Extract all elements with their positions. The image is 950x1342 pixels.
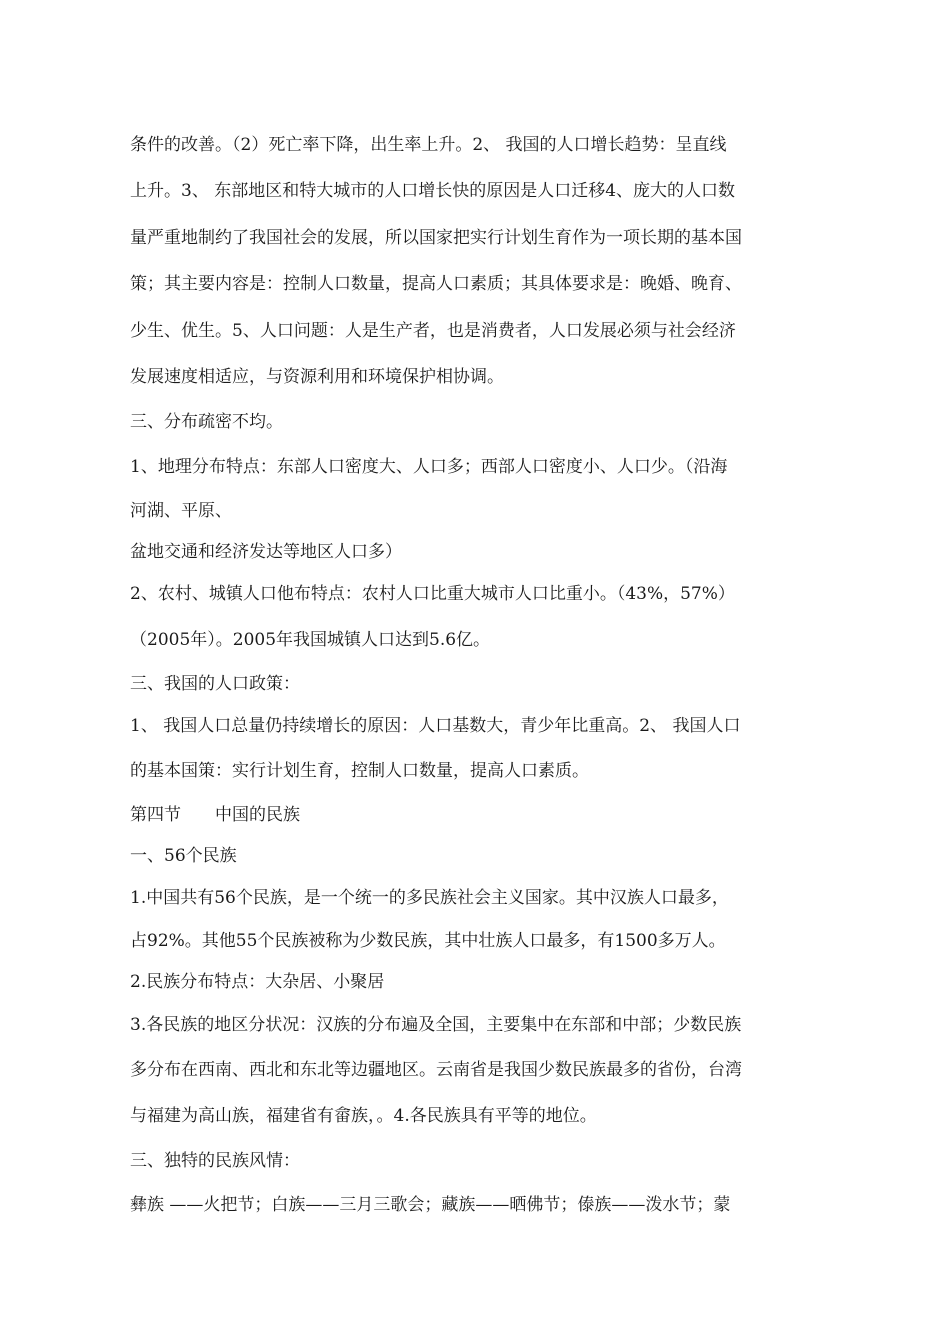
text-line: 2、农村、城镇人口他布特点：农村人口比重大城市人口比重小。（43%，57%）	[130, 584, 735, 604]
text-line: 3.各民族的地区分状况：汉族的分布遍及全国，主要集中在东部和中部；少数民族	[130, 1015, 742, 1035]
chapter-heading: 第四节 中国的民族	[130, 805, 300, 825]
text-line: 2.民族分布特点：大杂居、小聚居	[130, 972, 385, 992]
text-line: 少生、优生。5、人口问题：人是生产者，也是消费者，人口发展必须与社会经济	[130, 321, 736, 341]
text-line: 1.中国共有56个民族，是一个统一的多民族社会主义国家。其中汉族人口最多，	[130, 888, 729, 908]
text-line: 1、 我国人口总量仍持续增长的原因：人口基数大，青少年比重高。2、 我国人口	[130, 716, 741, 736]
text-line: 河湖、平原、	[130, 501, 232, 521]
text-line: 策；其主要内容是：控制人口数量，提高人口素质；其具体要求是：晚婚、晚育、	[130, 274, 742, 294]
text-line: 条件的改善。（2）死亡率下降，出生率上升。2、 我国的人口增长趋势：呈直线	[130, 135, 727, 155]
text-line: 多分布在西南、西北和东北等边疆地区。云南省是我国少数民族最多的省份，台湾	[130, 1060, 742, 1080]
text-line: 与福建为高山族，福建省有畲族，。4.各民族具有平等的地位。	[130, 1106, 597, 1126]
text-line: 量严重地制约了我国社会的发展，所以国家把实行计划生育作为一项长期的基本国	[130, 228, 742, 248]
text-line: 彝族 ——火把节；白族——三月三歌会；藏族——晒佛节；傣族——泼水节；蒙	[130, 1195, 731, 1215]
text-line: 发展速度相适应，与资源利用和环境保护相协调。	[130, 367, 504, 387]
text-line: （2005年）。2005年我国城镇人口达到5.6亿。	[130, 630, 491, 650]
section-heading: 一、56个民族	[130, 846, 237, 866]
text-line: 上升。3、 东部地区和特大城市的人口增长快的原因是人口迁移4、庞大的人口数	[130, 181, 736, 201]
section-heading: 三、独特的民族风情：	[130, 1151, 300, 1171]
text-line: 的基本国策：实行计划生育，控制人口数量，提高人口素质。	[130, 761, 589, 781]
text-line: 盆地交通和经济发达等地区人口多）	[130, 542, 402, 562]
text-line: 占92%。其他55个民族被称为少数民族，其中壮族人口最多，有1500多万人。	[130, 931, 726, 951]
section-heading: 三、我国的人口政策：	[130, 674, 300, 694]
text-line: 1、地理分布特点：东部人口密度大、人口多；西部人口密度小、人口少。（沿海	[130, 457, 728, 477]
section-heading: 三、分布疏密不均。	[130, 412, 283, 432]
